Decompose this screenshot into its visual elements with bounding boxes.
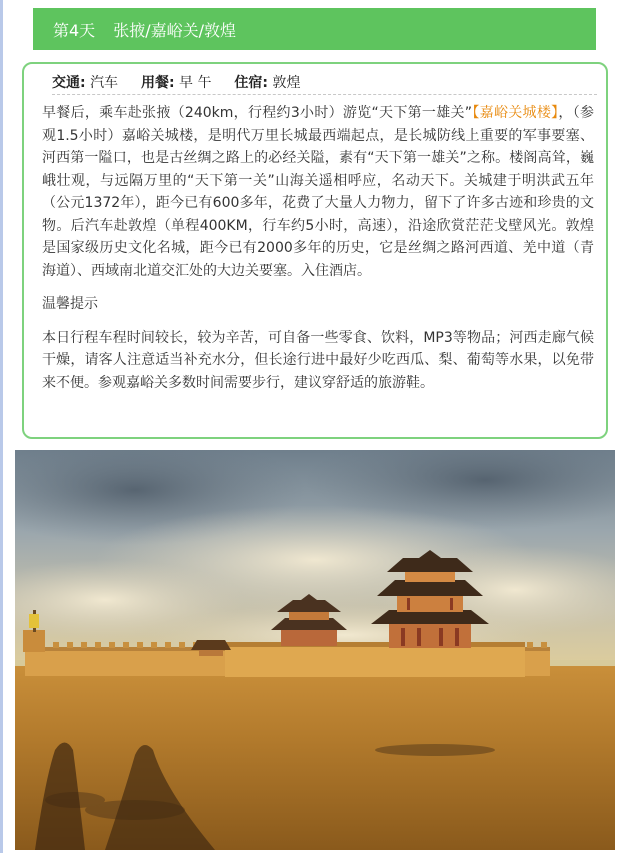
page-left-border [0, 0, 3, 853]
lodging-label: 住宿: [234, 75, 268, 91]
meals-label: 用餐: [140, 75, 175, 91]
attraction-highlight: 【嘉峪关城楼】 [472, 105, 559, 121]
tips-title: 温馨提示 [42, 296, 98, 312]
itinerary-text-after: ，（参观1.5小时）嘉峪关城楼，是明代万里长城最西端起点，是长城防线上重要的军事要塞、河西第一隘口，也是古丝绸之路上的必经关隘，素有“天下第一雄关”之称。楼阁高耸，巍峨壮观，与远隔万里的“天下第一关”山海关遥相呼应，名动天下。关城建于明洪武五年（公元1372年），距今已有600多年，花费了大量人力物力，留下了许多古迹和珍贵的文物。后汽车赴敦煌（单程400KM，行车约5小时，高速），沿途欣赏茫茫戈壁风光。敦煌是国家级历史文化名城，距今已有2000多年的历史，它是丝绸之路河西道、羌中道（青海道）、西域南北道交汇处的大边关要塞。入住酒店。 [42, 105, 595, 279]
day-number: 第4天 [53, 20, 96, 40]
transport-label: 交通: [52, 75, 86, 91]
itinerary-content [42, 102, 594, 394]
itinerary-box [22, 62, 608, 439]
day-route: 张掖/嘉峪关/敦煌 [113, 20, 236, 40]
lodging-value: 敦煌 [272, 75, 301, 91]
meta-row [52, 72, 597, 95]
jiayuguan-photo [15, 450, 615, 850]
itinerary-paragraph [42, 102, 594, 282]
itinerary-text-before: 早餐后，乘车赴张掖（240km，行程约3小时）游览“天下第一雄关” [42, 105, 473, 121]
tips-body: 本日行程车程时间较长，较为辛苦，可自备一些零食、饮料，MP3等物品；河西走廊气候干燥，请客人注意适当补充水分，但长途行进中最好少吃西瓜、梨、葡萄等水果，以免带来不便。参观嘉峪关多数时间需要步行，建议穿舒适的旅游鞋。 [42, 329, 594, 391]
meals-value: 早 午 [179, 75, 212, 91]
day-header-bar [33, 8, 596, 50]
transport-value: 汽车 [90, 75, 119, 91]
